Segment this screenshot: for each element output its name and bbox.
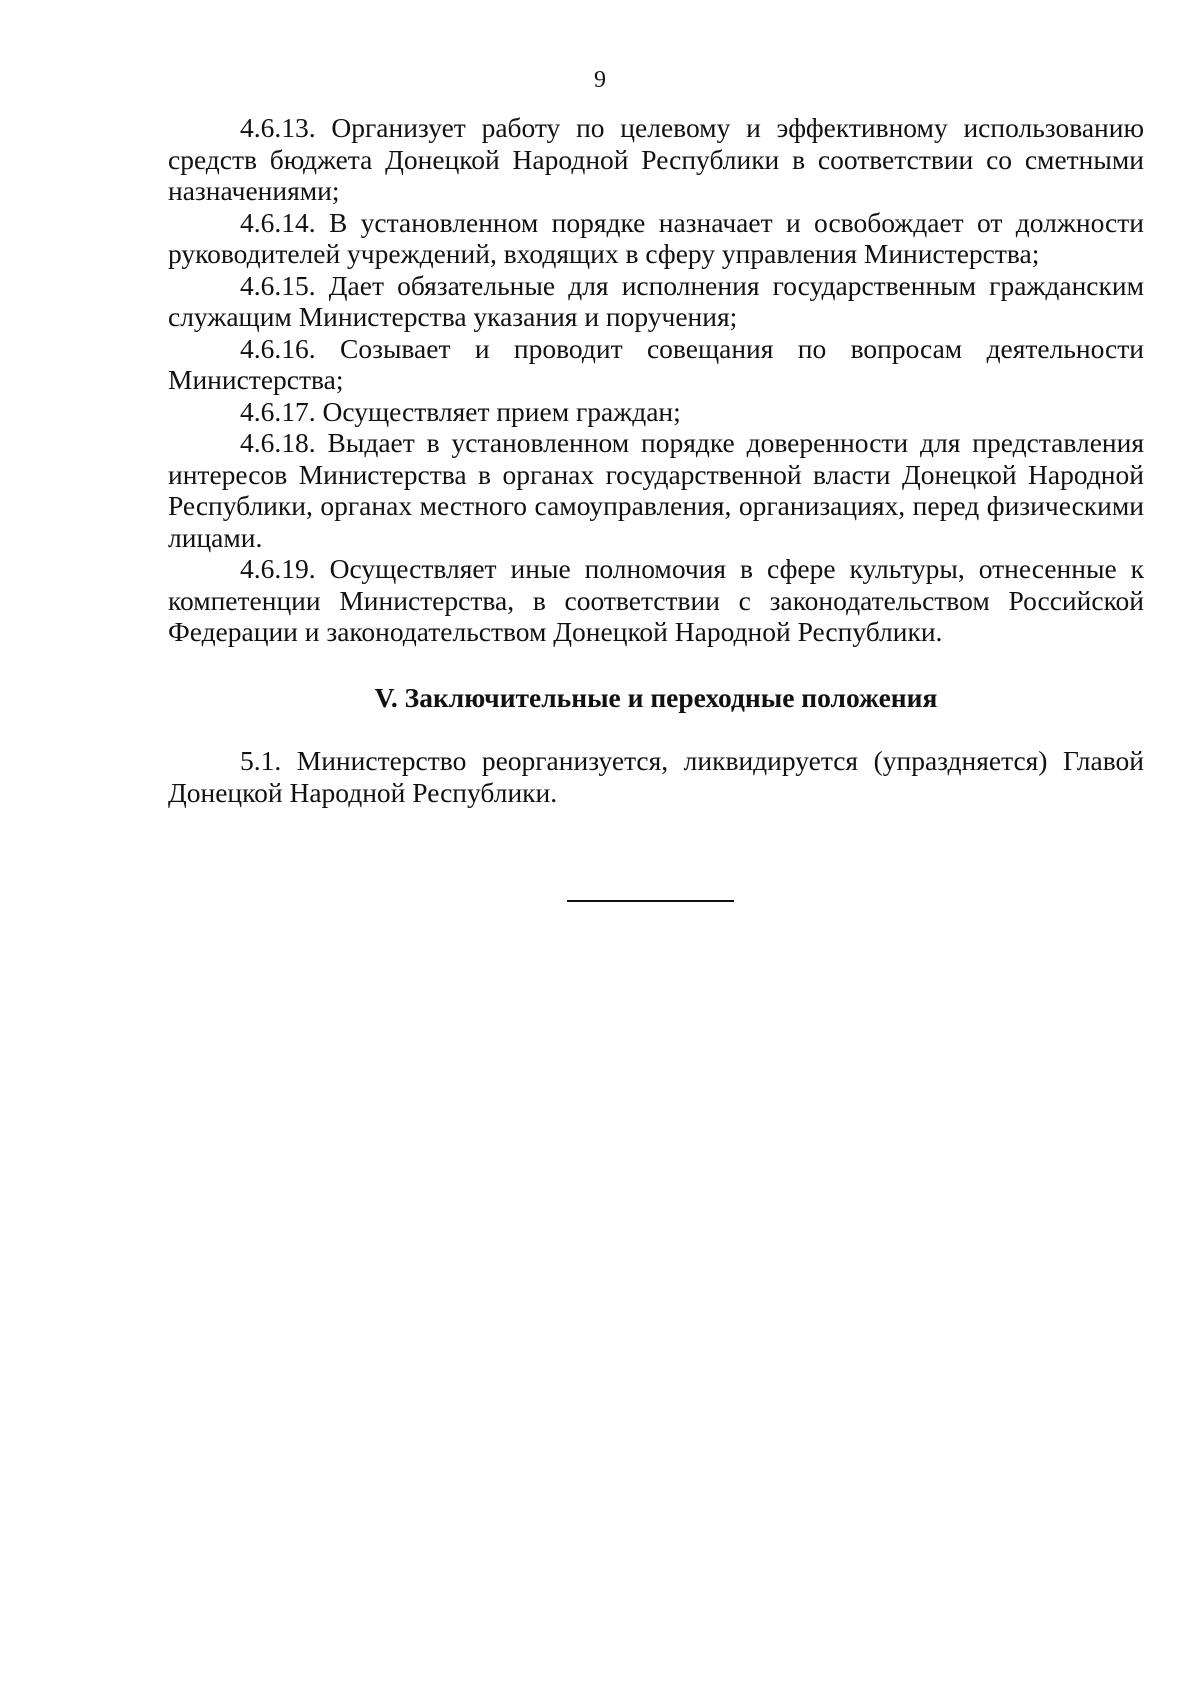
paragraph-4-6-19: 4.6.19. Осуществляет иные полномочия в сфере культуры, отнесенные к компетенции Министерства, в соответствии с законодательством Российской Федерации и законодательством Донецкой Народной Республики. bbox=[168, 553, 1144, 647]
paragraph-4-6-16: 4.6.16. Созывает и проводит совещания по вопросам деятельности Министерства; bbox=[168, 332, 1144, 395]
paragraph-4-6-18: 4.6.18. Выдает в установленном порядке доверенности для представления интересов Министерства в органах государственной власти Донецкой Народной Республики, органах местного самоуправления, организациях, перед физическими лицами. bbox=[168, 427, 1144, 553]
section-heading: V. Заключительные и переходные положения bbox=[374, 681, 938, 713]
paragraph-4-6-15: 4.6.15. Дает обязательные для исполнения государственным гражданским служащим Министерства указания и поручения; bbox=[168, 269, 1144, 332]
paragraph-4-6-17: 4.6.17. Осуществляет прием граждан; bbox=[240, 395, 681, 427]
page-number: 9 bbox=[594, 67, 606, 93]
paragraph-4-6-14: 4.6.14. В установленном порядке назначает и освобождает от должности руководителей учреждений, входящих в сферу управления Министерства; bbox=[168, 206, 1144, 269]
end-of-document-rule bbox=[567, 900, 734, 902]
document-body bbox=[168, 112, 1144, 808]
paragraph-5-1: 5.1. Министерство реорганизуется, ликвидируется (упраздняется) Главой Донецкой Народной Республики. bbox=[168, 745, 1144, 808]
paragraph-4-6-13: 4.6.13. Организует работу по целевому и эффективному использованию средств бюджета Донецкой Народной Республики в соответствии со сметными назначениями; bbox=[168, 112, 1144, 206]
